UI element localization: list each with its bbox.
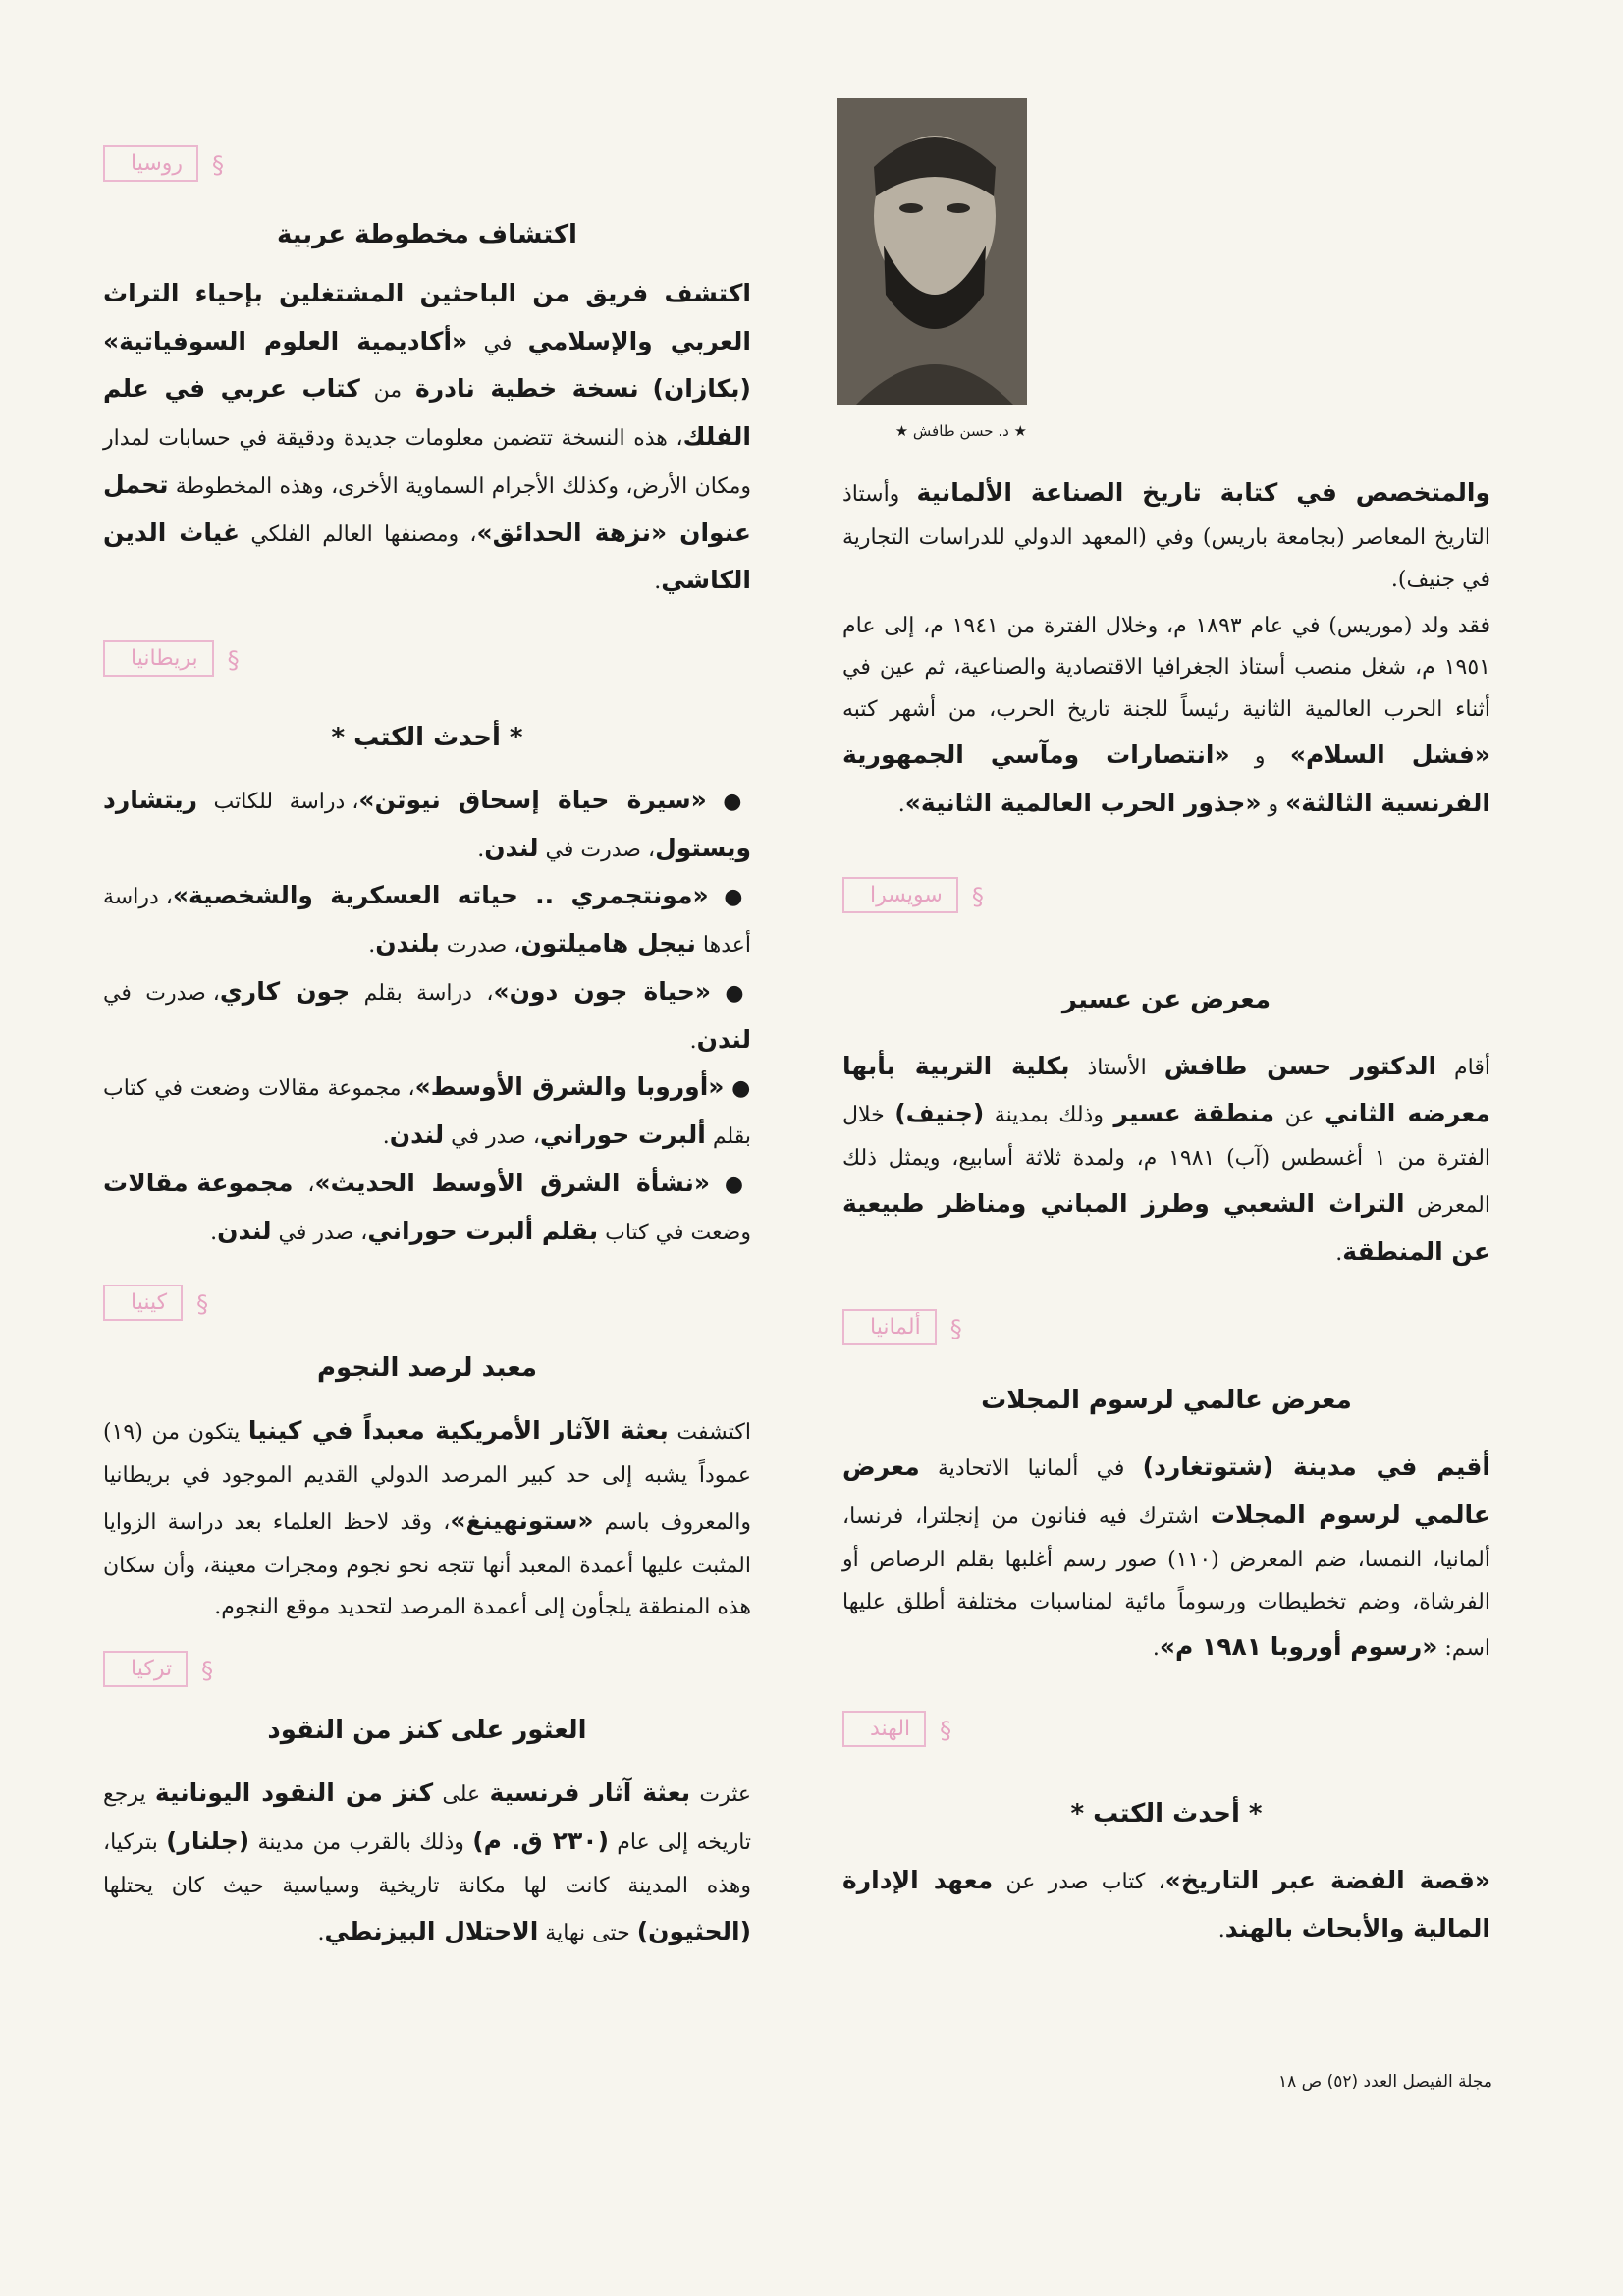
- bold-text-run: والمتخصص في كتابة تاريخ الصناعة الألمانية: [916, 478, 1490, 507]
- bold-text-run: «أوروبا والشرق الأوسط»: [414, 1072, 725, 1102]
- text-run: ، وقد لاحظ العلماء بعد دراسة الزوايا المثبت عليها أعمدة المعبد أنها تتجه نحو نجوم ومجرات معينة، وأن سكان هذه المنطقة يلجأون إلى أعمدة المرصد لتحديد موقع النجوم.: [103, 1509, 751, 1620]
- bold-text-run: بقلم ألبرت حوراني: [367, 1216, 599, 1245]
- text-run: و: [1261, 792, 1286, 817]
- text-run: ، دراسة أعدها: [103, 885, 751, 958]
- text-run: .: [689, 1028, 697, 1054]
- bold-text-run: اكتشف فريق من الباحثين المشتغلين بإحياء التراث العربي والإسلامي: [103, 278, 752, 355]
- bold-text-run: «أكاديمية العلوم السوفياتية» (بكازان): [103, 326, 751, 404]
- text-run: اكتشفت: [668, 1420, 752, 1446]
- text-run: في ألمانيا الاتحادية: [919, 1456, 1143, 1482]
- bold-text-run: معرض عالمي لرسوم المجلات: [842, 1452, 1490, 1529]
- text-run: ، دراسة للكاتب: [197, 789, 359, 814]
- section-title-temple: معبد لرصد النجوم: [317, 1353, 537, 1384]
- text-run: يرجع تاريخه إلى عام: [103, 1782, 752, 1855]
- section-title-cartoons: معرض عالمي لرسوم المجلات: [981, 1386, 1352, 1416]
- bold-text-run: بكلية التربية بأبها معرضه الثاني: [842, 1051, 1490, 1128]
- section-body-india-books: [842, 1857, 1490, 1953]
- text-run: ، دراسة بقلم: [350, 980, 494, 1006]
- photo-caption: ★ د. حسن طافش ★: [894, 422, 1027, 440]
- section-body-temple: [103, 1407, 751, 1629]
- text-run: و: [1229, 744, 1290, 770]
- bold-text-run: (جلنار): [166, 1826, 250, 1855]
- bold-text-run: «قصة الفضة عبر التاريخ»: [1164, 1866, 1490, 1895]
- book-item: [103, 968, 751, 1065]
- bold-text-run: أقيم في مدينة (شتوتغارد): [1142, 1452, 1490, 1482]
- country-tag-germany: § ألمانيا: [842, 1309, 937, 1345]
- bold-text-run: «جذور الحرب العالمية الثانية»: [904, 788, 1262, 817]
- page-footer: مجلة الفيصل العدد (٥٢) ص ١٨: [1277, 2072, 1492, 2092]
- section-title-manuscript: اكتشاف مخطوطة عربية: [277, 220, 577, 249]
- text-run: ، صدر في: [271, 1220, 368, 1245]
- bold-text-run: (٢٣٠ ق. م): [472, 1826, 609, 1855]
- bold-text-run: نسخة خطية نادرة: [415, 374, 639, 404]
- text-run: على: [433, 1782, 490, 1808]
- text-run: .: [1152, 1636, 1160, 1662]
- text-run: وذلك بالقرب من مدينة: [249, 1830, 473, 1855]
- text-run: .: [382, 1124, 390, 1150]
- bold-text-run: التراث الشعبي وطرز المباني ومناظر طبيعية عن المنطقة: [842, 1188, 1490, 1266]
- left-column: [103, 145, 751, 1955]
- section-title-india-books: * أحدث الكتب *: [1070, 1799, 1263, 1830]
- country-tag-india: § الهند: [842, 1711, 926, 1747]
- book-item: [103, 777, 751, 873]
- text-run: .: [1217, 1917, 1225, 1942]
- bold-text-run: غياث الدين الكاشي: [103, 518, 751, 595]
- text-run: .: [368, 933, 376, 958]
- text-run: ، كتاب صدر عن: [993, 1870, 1165, 1895]
- book-item: [103, 1064, 751, 1160]
- text-run: خلال الفترة من ١ أغسطس (آب) ١٩٨١ م، ولمدة ثلاثة أسابيع، ويمثل ذلك المعرض: [842, 1103, 1491, 1218]
- text-run: وذلك بمدينة: [984, 1103, 1114, 1128]
- text-run: ، صدرت في: [538, 837, 656, 862]
- text-run: أقام: [1436, 1055, 1491, 1080]
- bold-text-run: «نشأة الشرق الأوسط الحديث»: [314, 1168, 711, 1197]
- text-run: في: [467, 330, 528, 355]
- bold-text-run: لندن: [389, 1121, 445, 1150]
- text-run: .: [210, 1220, 218, 1245]
- bold-text-run: مجموعة مقالات: [103, 1168, 294, 1197]
- bold-text-run: لندن: [696, 1024, 751, 1054]
- country-tag-britain: § بريطانيا: [103, 640, 214, 677]
- bold-text-run: الاحتلال البيزنطي: [324, 1916, 539, 1945]
- bold-text-run: الدكتور حسن طافش: [1163, 1051, 1437, 1080]
- bold-text-run: «فشل السلام»: [1289, 740, 1490, 770]
- bold-text-run: ريتشارد ويستول: [103, 785, 751, 862]
- bold-text-run: بعثة الآثار الأمريكية معبداً في كينيا: [247, 1416, 669, 1446]
- uk-book-list: [103, 777, 751, 1256]
- bold-text-run: كنز من النقود اليونانية: [154, 1778, 434, 1808]
- bold-text-run: «مونتجمري .. حياته العسكرية والشخصية»: [172, 881, 709, 910]
- bold-text-run: «ستونهينغ»: [450, 1505, 594, 1535]
- country-tag-turkey: § تركيا: [103, 1651, 188, 1687]
- section-title-uk-books: * أحدث الكتب *: [331, 723, 523, 753]
- section-body-cartoons: [842, 1444, 1490, 1671]
- text-run: بتركيا، وهذه المدينة كانت لها مكانة تاريخية وسياسية حيث كان يحتلها: [103, 1830, 751, 1898]
- text-run: وأستاذ التاريخ المعاصر (بجامعة باريس) وفي (المعهد الدولي للدراسات التجارية في جنيف).: [842, 482, 1490, 592]
- text-run: ،: [293, 1172, 315, 1197]
- bold-text-run: «سيرة حياة إسحاق نيوتن»: [358, 785, 707, 814]
- text-run: عثرت: [690, 1782, 752, 1808]
- text-run: [639, 378, 653, 403]
- portrait-image: [837, 98, 1027, 405]
- bold-text-run: تحمل عنوان «نزهة الحدائق»: [103, 469, 751, 547]
- country-tag-russia: § روسيا: [103, 145, 198, 182]
- text-run: وضعت في كتاب: [598, 1220, 751, 1245]
- text-run: .: [477, 837, 485, 862]
- text-run: .: [654, 570, 662, 595]
- intro-paragraph: [842, 469, 1490, 602]
- bold-text-run: (الحثيون): [636, 1916, 751, 1945]
- section-title-treasure: العثور على كنز من النقود: [267, 1716, 587, 1746]
- bold-text-run: بعثة آثار فرنسية: [489, 1778, 691, 1808]
- bold-text-run: لندن: [217, 1216, 272, 1245]
- bold-text-run: نيجل هاميلتون: [520, 929, 696, 958]
- section-title-asir: معرض عن عسير: [1061, 984, 1271, 1014]
- text-run: ، مجموعة مقالات وضعت في كتاب بقلم: [103, 1076, 751, 1150]
- text-run: اشترك فيه فنانون من إنجلترا، فرنسا، ألمانيا، النمسا، ضم المعرض (١١٠) صور رسم أغلبها بقلم الرصاص أو الفرشاة، وضم تخطيطات ورسوماً مائية لمناسبات مختلفة أطلق عليها اسم:: [842, 1503, 1490, 1662]
- text-run: .: [897, 792, 905, 817]
- bold-text-run: منطقة عسير: [1113, 1099, 1275, 1128]
- country-tag-switzerland: § سويسرا: [842, 877, 958, 913]
- section-body-treasure: [103, 1770, 751, 1955]
- section-body-manuscript: [103, 270, 751, 605]
- text-run: .: [1335, 1240, 1343, 1266]
- book-item: [103, 872, 751, 968]
- bold-text-run: كتاب عربي في علم الفلك: [103, 374, 751, 452]
- bold-text-run: «حياة جون دون»: [493, 976, 712, 1006]
- country-tag-kenya: § كينيا: [103, 1285, 183, 1321]
- section-body-asir: [842, 1043, 1490, 1277]
- text-run: يتكون من (١٩) عموداً يشبه إلى حد كبير المرصد الدولي القديم الموجود في بريطانيا والمعروف باسم: [103, 1420, 751, 1535]
- bold-text-run: معهد الإدارة المالية والأبحاث بالهند: [842, 1866, 1490, 1942]
- text-run: ، ومصنفها العالم الفلكي: [240, 521, 477, 547]
- bold-text-run: (جنيف): [894, 1099, 985, 1128]
- text-run: ، صدرت في: [103, 980, 220, 1006]
- bold-text-run: «انتصارات ومآسي الجمهورية الفرنسية الثالثة»: [842, 740, 1490, 817]
- text-run: ، صدرت: [439, 933, 521, 958]
- text-run: ، هذه النسخة تتضمن معلومات جديدة ودقيقة في حسابات لمدار ومكان الأرض، وكذلك الأجرام السماوية الأخرى، وهذه المخطوطة: [103, 426, 751, 499]
- text-run: الأستاذ: [1069, 1055, 1164, 1080]
- bold-text-run: لندن: [484, 833, 539, 862]
- right-column: [842, 469, 1490, 1953]
- bold-text-run: جون كاري: [219, 976, 351, 1006]
- bold-text-run: بلندن: [375, 929, 440, 958]
- author-photo: [837, 98, 1027, 405]
- text-run: فقد ولد (موريس) في عام ١٨٩٣ م، وخلال الفترة من ١٩٤١ م، إلى عام ١٩٥١ م، شغل منصب أستاذ الجغرافيا الاقتصادية والصناعية، ثم عين في أثناء الحرب العالمية الثانية رئيساً للجنة تاريخ الحرب، من أشهر كتبه: [842, 613, 1490, 723]
- text-run: عن: [1274, 1103, 1325, 1128]
- bold-text-run: ألبرت حوراني: [539, 1121, 706, 1150]
- bio-paragraph: [842, 606, 1490, 828]
- text-run: حتى نهاية: [538, 1920, 637, 1945]
- text-run: .: [317, 1920, 325, 1945]
- book-item: [103, 1160, 751, 1256]
- text-run: ، صدر في: [444, 1124, 540, 1150]
- bold-text-run: «رسوم أوروبا ١٩٨١ م»: [1159, 1632, 1438, 1662]
- text-run: من: [359, 378, 416, 404]
